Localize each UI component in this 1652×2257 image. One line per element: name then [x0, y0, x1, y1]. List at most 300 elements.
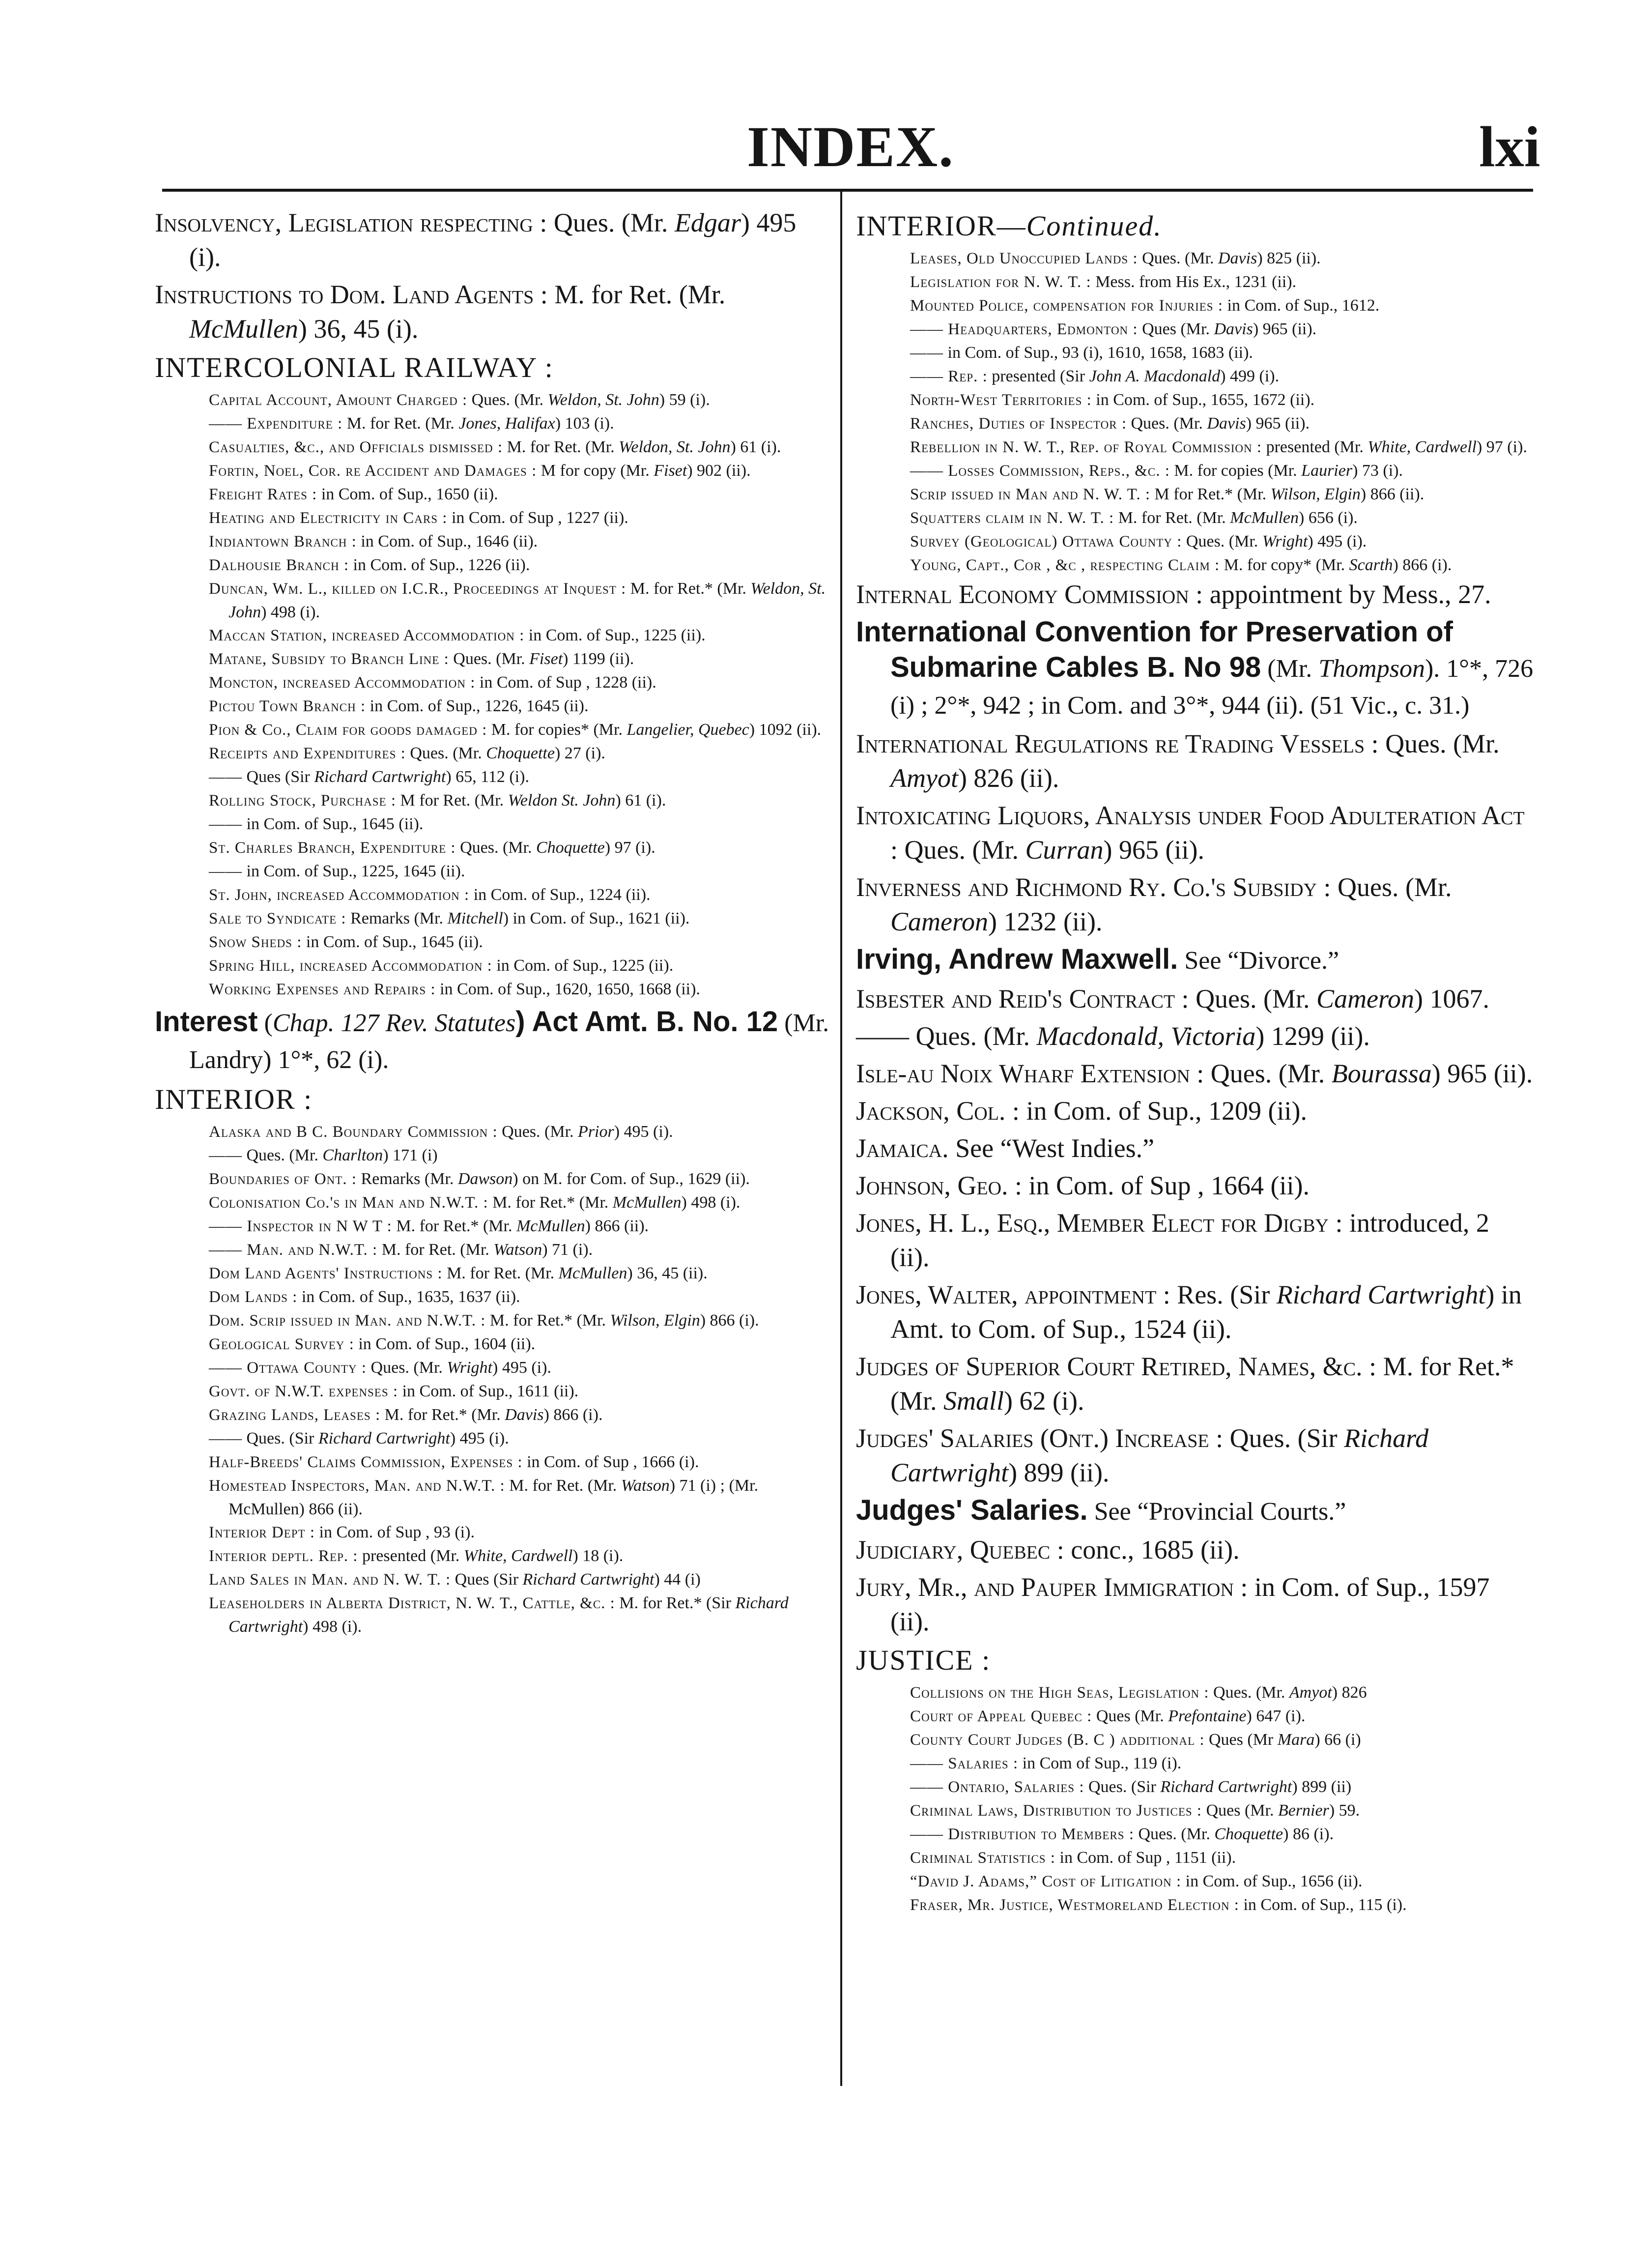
entry-subject: Legislation for N. W. T. :: [910, 273, 1091, 291]
entry-text: in Com. of Sup., 1611 (ii).: [402, 1382, 579, 1400]
index-entry: [856, 1056, 1534, 1091]
entry-subject: Survey (Geological) Ottawa County :: [910, 533, 1182, 550]
entry-reference: ) 495 (i).: [189, 208, 797, 272]
entry-subject: Maccan Station, increased Accommodation :: [209, 627, 525, 644]
entry-subject: Mounted Police, compensation for Injuries :: [910, 297, 1223, 315]
entry-reference: ) 965 (ii).: [1431, 1059, 1533, 1088]
entry-reference: ) 71 (i).: [542, 1241, 593, 1259]
entry-text: in Com. of Sup , 1666 (i).: [527, 1453, 699, 1471]
index-subentry: [155, 1262, 833, 1285]
entry-subject: Isle-au Noix Wharf Extension :: [856, 1059, 1204, 1088]
entry-italic-name: Choquette: [536, 839, 605, 857]
entry-text: Ques. (Mr.: [471, 391, 548, 409]
entry-subject: —— Headquarters, Edmonton :: [910, 320, 1138, 338]
entry-text: in Com. of Sup , 1227 (ii).: [451, 509, 628, 527]
index-subentry: [155, 1427, 833, 1450]
index-subentry: [155, 860, 833, 883]
index-subentry: [856, 530, 1534, 553]
index-subentry: [155, 789, 833, 812]
entry-text: presented (Mr.: [362, 1547, 464, 1565]
entry-text: Ques. (Sir: [1229, 1423, 1344, 1453]
entry-text: Remarks (Mr.: [361, 1170, 458, 1188]
entry-text: Ques. (Mr.: [370, 1359, 447, 1377]
index-subentry: [856, 483, 1534, 506]
index-subentry: [155, 883, 833, 907]
entry-subject: Rebellion in N. W. T., Rep. of Royal Commission :: [910, 438, 1262, 456]
entry-italic-name: Prefontaine: [1168, 1707, 1247, 1725]
heading-text: INTERIOR—: [856, 210, 1026, 242]
entry-subject: Interior deptl. Rep. :: [209, 1547, 358, 1565]
entry-subject: —— Expenditure :: [209, 415, 343, 433]
entry-subject: —— Ottawa County :: [209, 1359, 367, 1377]
right-column: [856, 205, 1534, 1917]
entry-subject: Squatters claim in N. W. T. :: [910, 509, 1114, 527]
entry-text: Ques (Sir: [455, 1570, 523, 1589]
index-subentry: [856, 294, 1534, 318]
entry-subject: ——: [209, 768, 242, 786]
entry-subject: St. Charles Branch, Expenditure :: [209, 839, 456, 857]
entry-reference: ) 495 (i).: [614, 1123, 673, 1141]
entry-reference: ) 86 (i).: [1283, 1825, 1334, 1843]
entry-italic-name: Edgar: [674, 208, 741, 237]
index-subentry: [856, 388, 1534, 412]
entry-text: Ques (Mr.: [1206, 1801, 1278, 1820]
index-entry-bold: [155, 1004, 833, 1078]
entry-subject: Interior Dept :: [209, 1524, 315, 1541]
index-subentry: [155, 1380, 833, 1403]
entry-italic-name: Dawson: [457, 1170, 513, 1188]
entry-reference: ) 97 (i).: [1476, 438, 1527, 456]
entry-subject: North-West Territories :: [910, 391, 1092, 409]
entry-text: in Com. of Sup., 1645 (ii).: [246, 815, 424, 833]
entry-italic-name: Fiset: [654, 462, 687, 480]
entry-italic-name: Richard Cartwright: [228, 1594, 789, 1636]
index-subentry: [155, 530, 833, 553]
entry-text: M. for Ret. (Mr.: [554, 280, 726, 309]
index-subentry: [856, 1846, 1534, 1870]
index-entry: [856, 1019, 1534, 1053]
entry-subject: —— Distribution to Members :: [910, 1825, 1134, 1843]
entry-text: in Com. of Sup., 1612.: [1227, 296, 1380, 315]
entry-subject: Homestead Inspectors, Man. and N.W.T. :: [209, 1477, 505, 1495]
entry-italic-name: Davis: [1214, 320, 1253, 338]
entry-text: Remarks (Mr.: [350, 909, 448, 927]
entry-subject: —— Man. and N.W.T. :: [209, 1241, 378, 1259]
index-subentry: [155, 1450, 833, 1474]
entry-subject: Freight Rates :: [209, 486, 317, 503]
index-subentry: [155, 694, 833, 718]
entry-reference: ) 495 (i).: [450, 1429, 509, 1447]
entry-italic-name: Amyot: [890, 763, 958, 793]
entry-text: in Com. of Sup , 1228 (ii).: [479, 673, 656, 692]
entry-reference: ) 866 (i).: [700, 1311, 759, 1330]
entry-subject: ——: [209, 1147, 242, 1164]
entry-subject: —— Inspector in N W T :: [209, 1217, 392, 1235]
index-subentry: [856, 1728, 1534, 1752]
entry-subject: Snow Sheds :: [209, 933, 302, 951]
entry-text: Ques (Mr.: [1096, 1707, 1168, 1725]
entry-reference: ) 73 (i).: [1352, 462, 1403, 480]
entry-italic-name: Watson: [493, 1241, 542, 1259]
entry-subject: Inverness and Richmond Ry. Co.'s Subsidy :: [856, 872, 1331, 902]
entry-subject: Dom. Scrip issued in Man. and N.W.T. :: [209, 1312, 486, 1330]
entry-subject: ——: [209, 815, 242, 833]
left-column: [155, 205, 833, 1638]
entry-italic-name: Wilson, Elgin: [610, 1311, 700, 1330]
entry-text: M. for Ret. (Mr.: [507, 438, 619, 456]
index-subentry: [155, 483, 833, 506]
entry-subject: Sale to Syndicate :: [209, 910, 346, 927]
index-entry: [856, 1421, 1534, 1490]
index-subentry: [155, 1191, 833, 1215]
entry-reference: ) 499 (i).: [1220, 367, 1280, 385]
entry-subject: Jones, Walter, appointment :: [856, 1280, 1170, 1309]
entry-subject: Judges of Superior Court Retired, Names, &c. :: [856, 1352, 1377, 1381]
entry-text: Ques. (Mr.: [1213, 1683, 1289, 1702]
entry-reference: ) 36, 45 (ii).: [627, 1264, 708, 1282]
index-section-heading: [856, 1642, 1534, 1679]
entry-italic-name: Davis: [1218, 249, 1257, 267]
entry-reference: ) 825 (ii).: [1257, 249, 1321, 267]
entry-subject: ——: [209, 863, 242, 880]
entry-subject: Intoxicating Liquors, Analysis under Food Adulteration Act :: [856, 801, 1525, 865]
entry-reference: ) 899 (ii).: [1008, 1458, 1110, 1487]
entry-subject: Johnson, Geo. :: [856, 1171, 1023, 1200]
entry-text: in Com. of Sup., 1650 (ii).: [321, 485, 498, 503]
entry-subject: Half-Breeds' Claims Commission, Expenses :: [209, 1453, 523, 1471]
entry-subject: Instructions to Dom. Land Agents :: [155, 280, 548, 309]
entry-reference: ) 866 (i).: [1393, 556, 1452, 574]
entry-text: Ques (Sir: [246, 768, 314, 786]
index-subentry: [155, 907, 833, 930]
entry-bold-title: Irving, Andrew Maxwell.: [856, 943, 1178, 975]
entry-subject: Scrip issued in Man and N. W. T. :: [910, 486, 1151, 503]
index-subentry: [155, 1521, 833, 1544]
entry-text: See “: [1178, 947, 1239, 975]
entry-text: M. for Ret.* (Mr.: [630, 579, 751, 598]
entry-text: conc., 1685 (ii).: [1071, 1535, 1240, 1564]
entry-subject: Receipts and Expenditures :: [209, 745, 406, 762]
entry-subject: ——: [209, 1430, 242, 1447]
entry-subject: Matane, Subsidy to Branch Line :: [209, 650, 449, 668]
entry-subject: “David J. Adams,” Cost of Litigation :: [910, 1873, 1182, 1890]
entry-reference: ) 656 (i).: [1299, 509, 1358, 527]
entry-subject: Leases, Old Unoccupied Lands :: [910, 250, 1138, 267]
entry-reference: ) 62 (i).: [1004, 1386, 1084, 1416]
entry-text: in Com. of Sup., 1620, 1650, 1668 (ii).: [440, 980, 700, 998]
entry-subject: ——: [910, 344, 943, 362]
entry-reference: ) 495 (i).: [1308, 532, 1367, 550]
entry-italic-name: Davis: [505, 1406, 544, 1424]
entry-text: in Com. of Sup , 1664 (ii).: [1028, 1171, 1310, 1200]
index-entry: [856, 798, 1534, 867]
index-subentry: [155, 765, 833, 789]
entry-italic-name: McMullen: [516, 1217, 585, 1235]
entry-italic-name: Amyot: [1289, 1683, 1332, 1702]
entry-text: introduced, 2 (ii).: [890, 1208, 1489, 1272]
index-subentry: [155, 1544, 833, 1568]
entry-subject: Rolling Stock, Purchase :: [209, 792, 397, 810]
index-subentry: [155, 1215, 833, 1238]
index-subentry: [856, 318, 1534, 341]
entry-text: M for Ret.* (Mr.: [1154, 485, 1271, 503]
index-subentry: [155, 624, 833, 647]
entry-text: in Com. of Sup., 1655, 1672 (ii).: [1096, 391, 1315, 409]
entry-text: Ques. (Mr.: [1138, 1825, 1215, 1843]
index-subentry: [856, 247, 1534, 270]
index-entry: [856, 1131, 1534, 1165]
entry-text: in Com. of Sup., 1224 (ii).: [473, 886, 651, 904]
index-entry: [856, 1570, 1534, 1639]
entry-text: Ques. (Mr.: [1338, 872, 1452, 902]
entry-reference: ) 1092 (ii).: [749, 721, 822, 739]
entry-reference: West Indies.”: [1012, 1133, 1155, 1163]
entry-subject: —— Salaries :: [910, 1755, 1019, 1772]
entry-italic-name: Langelier, Quebec: [627, 721, 749, 739]
entry-reference: ) 647 (i).: [1246, 1707, 1306, 1725]
entry-italic-name: Choquette: [1214, 1825, 1283, 1843]
entry-reference: ) 965 (ii).: [1246, 414, 1310, 433]
entry-subject: Jury, Mr., and Pauper Immigration :: [856, 1572, 1248, 1602]
index-entry: [856, 726, 1534, 795]
entry-bold-title-cont: ) Act Amt. B. No. 12: [515, 1006, 778, 1038]
entry-reference: ) 1232 (ii).: [988, 907, 1103, 936]
index-subentry: [856, 365, 1534, 388]
entry-italic-name: Cameron: [890, 907, 988, 936]
entry-text: M for Ret. (Mr.: [400, 791, 508, 810]
index-entry: [856, 1277, 1534, 1346]
entry-text: (: [257, 1009, 273, 1037]
index-subentry: [856, 1705, 1534, 1728]
entry-reference: ) 498 (i).: [303, 1618, 362, 1636]
entry-text: Res. (Sir: [1177, 1280, 1277, 1309]
entry-subject: Geological Survey :: [209, 1335, 354, 1353]
index-subentry: [856, 1681, 1534, 1705]
index-subentry: [155, 412, 833, 435]
entry-reference: ) 1199 (ii).: [563, 650, 634, 668]
entry-text: Ques. (Mr.: [410, 744, 486, 762]
entry-reference: ) 97 (i).: [604, 839, 655, 857]
index-section-heading: [155, 349, 833, 386]
entry-reference: ) 27 (i).: [554, 744, 605, 762]
entry-subject: Young, Capt., Cor , &c , respecting Claim :: [910, 556, 1220, 574]
index-subentry: [155, 836, 833, 860]
entry-subject: Fraser, Mr. Justice, Westmoreland Election :: [910, 1896, 1239, 1914]
entry-italic-name: Thompson: [1318, 655, 1425, 683]
entry-italic-name: Bourassa: [1331, 1059, 1432, 1088]
entry-italic-name: Weldon, St. John: [547, 391, 659, 409]
index-entry: [856, 982, 1534, 1016]
entry-reference: ) 71 (i) ; (Mr. McMullen) 866 (ii).: [228, 1476, 759, 1518]
entry-reference: ) 44 (i): [654, 1570, 701, 1589]
index-subentry: [155, 388, 833, 412]
entry-subject: Jones, H. L., Esq., Member Elect for Digby :: [856, 1208, 1343, 1238]
entry-text: M. for Ret.* (Mr.: [396, 1217, 516, 1235]
entry-text: See “: [955, 1133, 1012, 1163]
entry-reference: ) 61 (i).: [730, 438, 781, 456]
index-subentry: [155, 1474, 833, 1521]
column-divider: [840, 189, 842, 2086]
entry-subject: Insolvency, Legislation respecting :: [155, 208, 547, 237]
index-subentry: [856, 1870, 1534, 1893]
index-entry: [155, 277, 833, 346]
page-title: INDEX.: [747, 115, 954, 179]
entry-italic-name: White, Cardwell: [1367, 438, 1477, 456]
entry-text: in Com. of Sup., 1209 (ii).: [1026, 1096, 1307, 1126]
entry-reference: ) 899 (ii): [1292, 1778, 1352, 1796]
entry-text: presented (Sir: [992, 367, 1089, 385]
entry-reference: ) 866 (ii).: [585, 1217, 649, 1235]
entry-reference: ) 36, 45 (i).: [298, 314, 419, 344]
entry-text: Ques. (Mr.: [1210, 1059, 1332, 1088]
entry-italic-name: Davis: [1207, 414, 1246, 433]
entry-italic-name: Mitchell: [447, 909, 503, 927]
entry-text: Ques. (Mr.: [904, 835, 1025, 865]
entry-italic-name: Bernier: [1278, 1801, 1329, 1820]
entry-italic-name: Wilson, Elgin: [1270, 485, 1361, 503]
entry-italic-name: Scarth: [1349, 556, 1393, 574]
entry-text: Ques. (Mr.: [1142, 249, 1218, 267]
entry-subject: St. John, increased Accommodation :: [209, 886, 470, 904]
entry-subject: Boundaries of Ont. :: [209, 1170, 357, 1188]
index-subentry: [155, 718, 833, 742]
entry-text: in Com. of Sup., 1226 (ii).: [353, 556, 530, 574]
index-subentry: [856, 1799, 1534, 1823]
index-entry-bold: [856, 942, 1534, 979]
entry-italic-name: Richard Cartwright: [318, 1429, 450, 1447]
entry-subject: Duncan, Wm. L., killed on I.C.R., Proceedings at Inquest :: [209, 580, 627, 598]
entry-text: in Com. of Sup., 1597 (ii).: [890, 1572, 1490, 1636]
entry-reference: ) 866 (ii).: [1360, 485, 1424, 503]
entry-subject: Dalhousie Branch :: [209, 556, 349, 574]
entry-reference: ) 1067.: [1414, 984, 1490, 1013]
index-entry: [155, 205, 833, 274]
entry-text: M. for Ret. (Mr.: [1118, 509, 1230, 527]
entry-bold-title: Interest: [155, 1006, 258, 1038]
index-subentry: [856, 341, 1534, 365]
entry-subject: Criminal Statistics :: [910, 1849, 1056, 1867]
entry-text: Ques (Mr.: [1142, 320, 1214, 338]
heading-text: JUSTICE :: [856, 1644, 991, 1676]
entry-reference: ) 866 (i).: [543, 1406, 603, 1424]
entry-reference: Divorce.”: [1239, 947, 1339, 975]
entry-text: in Com. of Sup., 1646 (ii).: [361, 532, 538, 550]
entry-subject: Leaseholders in Alberta District, N. W. T., Cattle, &c. :: [209, 1594, 615, 1612]
index-subentry: [856, 1823, 1534, 1846]
index-subentry: [155, 1568, 833, 1591]
entry-text: Ques. (Mr.: [553, 208, 675, 237]
entry-text: M. for Ret. (Mr.: [381, 1241, 494, 1259]
entry-subject: Ranches, Duties of Inspector :: [910, 415, 1127, 433]
entry-reference: ) 965 (ii).: [1253, 320, 1317, 338]
entry-subject: Indiantown Branch :: [209, 533, 357, 550]
entry-subject: Criminal Laws, Distribution to Justices :: [910, 1802, 1202, 1820]
entry-reference: ) 59 (i).: [659, 391, 710, 409]
entry-text: in Com. of Sup., 1225 (ii).: [528, 626, 706, 644]
entry-text: Ques. (Mr.: [915, 1021, 1037, 1051]
entry-italic-name: Weldon St. John: [508, 791, 616, 810]
entry-subject: Casualties, &c., and Officials dismissed :: [209, 438, 503, 456]
entry-italic-name: Mara: [1277, 1731, 1315, 1749]
entry-text: M. for Ret.* (Mr.: [492, 1193, 613, 1212]
index-entry: [856, 577, 1534, 611]
entry-text: Ques. (Mr.: [502, 1123, 578, 1141]
entry-reference: ) 826: [1332, 1683, 1367, 1702]
index-subentry: [856, 1752, 1534, 1775]
entry-reference: ) 495 (i).: [492, 1359, 551, 1377]
entry-subject: —— Losses Commission, Reps., &c. :: [910, 462, 1170, 480]
entry-italic-name: Prior: [578, 1123, 614, 1141]
index-subentry: [155, 1309, 833, 1332]
entry-subject: Internal Economy Commission :: [856, 579, 1203, 609]
entry-italic-name: Wright: [447, 1359, 493, 1377]
entry-text: in Com. of Sup., 93 (i), 1610, 1658, 1683 (ii).: [947, 344, 1253, 362]
entry-text: Ques (Mr: [1209, 1731, 1278, 1749]
entry-text: in Com. of Sup , 93 (i).: [319, 1523, 475, 1541]
entry-text: in Com. of Sup., 115 (i).: [1243, 1896, 1407, 1914]
index-subentry: [155, 1144, 833, 1167]
entry-text: M. for Ret.* (Sir: [619, 1594, 736, 1612]
entry-subject: Jamaica.: [856, 1133, 949, 1163]
entry-text: M. for Ret.* (Mr.: [489, 1311, 610, 1330]
entry-subject: Court of Appeal Quebec :: [910, 1707, 1092, 1725]
entry-text: in Com. of Sup., 1225 (ii).: [496, 956, 674, 975]
entry-subject: ——: [856, 1021, 909, 1051]
index-subentry: [155, 1591, 833, 1638]
entry-italic-name: Richard Cartwright: [314, 768, 446, 786]
entry-subject: —— Rep. :: [910, 368, 988, 385]
index-subentry: [155, 577, 833, 624]
entry-subject: Heating and Electricity in Cars :: [209, 509, 448, 527]
index-subentry: [155, 930, 833, 954]
entry-reference: ) 59.: [1329, 1801, 1360, 1820]
entry-italic-name: Weldon, St. John: [619, 438, 731, 456]
entry-reference: ) 902 (ii).: [687, 462, 751, 480]
index-entry: [856, 1094, 1534, 1128]
entry-text: See “: [1087, 1498, 1149, 1526]
entry-text: Ques. (Mr.: [453, 650, 530, 668]
index-subentry: [155, 954, 833, 978]
index-subentry: [856, 435, 1534, 459]
entry-subject: —— Ontario, Salaries :: [910, 1778, 1084, 1796]
entry-reference: (Mr. Landry) 1°*, 62 (i).: [189, 1009, 829, 1074]
entry-text: (Mr.: [1261, 655, 1319, 683]
entry-text: Ques. (Mr.: [1131, 414, 1207, 433]
entry-reference: ) 65, 112 (i).: [446, 768, 529, 786]
entry-italic-name: McMullen: [612, 1193, 682, 1212]
entry-reference: ) 498 (i).: [681, 1193, 741, 1212]
entry-text: in Com. of Sup., 1225, 1645 (ii).: [246, 862, 465, 880]
index-entry-bold: [856, 614, 1534, 723]
entry-reference: ) 66 (i): [1314, 1731, 1361, 1749]
entry-italic-name: Fiset: [529, 650, 563, 668]
index-subentry: [856, 1893, 1534, 1917]
entry-italic-name: McMullen: [189, 314, 298, 344]
index-subentry: [856, 270, 1534, 294]
index-entry: [856, 1533, 1534, 1567]
entry-subject: Dom Lands :: [209, 1288, 298, 1306]
entry-reference: ) 103 (i).: [555, 414, 614, 433]
entry-subject: Capital Account, Amount Charged :: [209, 391, 468, 409]
entry-text: in Com of Sup., 119 (i).: [1022, 1754, 1182, 1772]
index-subentry: [155, 1120, 833, 1144]
index-subentry: [856, 506, 1534, 530]
entry-italic-name: Small: [943, 1386, 1004, 1416]
entry-subject: Working Expenses and Repairs :: [209, 981, 436, 998]
index-subentry: [155, 1356, 833, 1380]
index-entry: [856, 1168, 1534, 1203]
index-subentry: [155, 506, 833, 530]
